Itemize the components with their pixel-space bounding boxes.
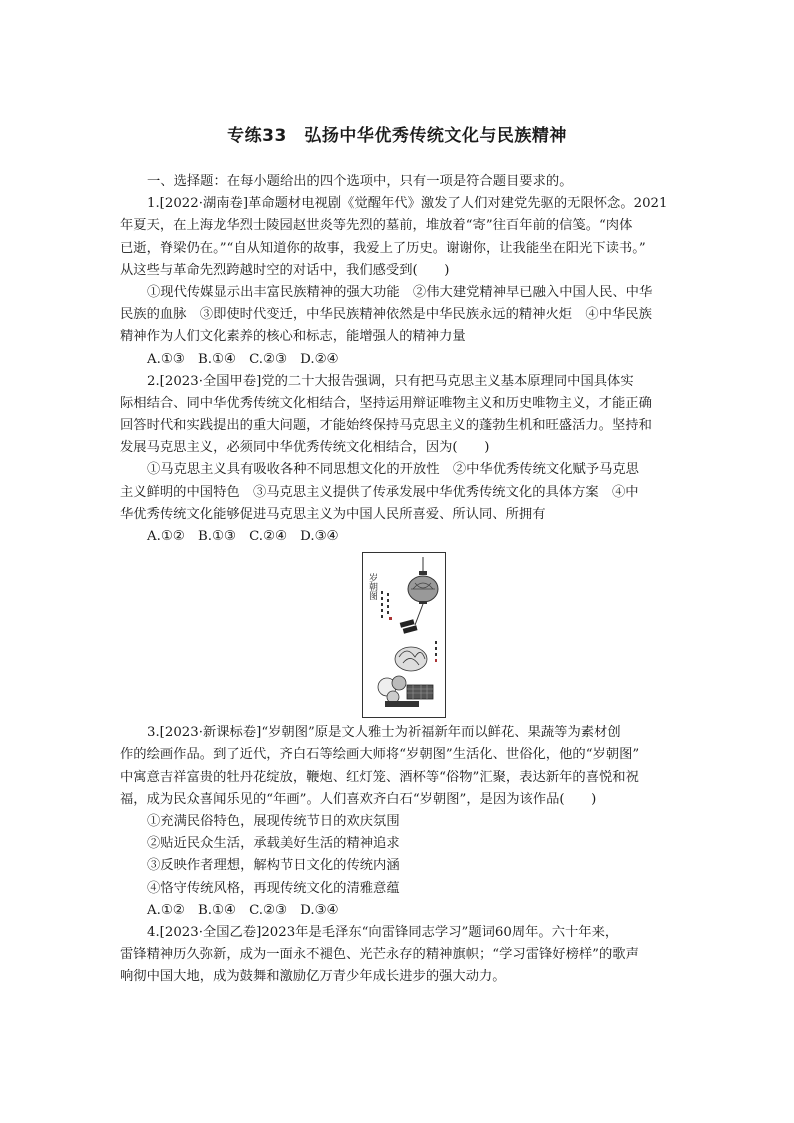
question-4-line: 响彻中国大地，成为鼓舞和激励亿万青少年成长进步的强大动力。 bbox=[120, 969, 506, 985]
question-1-statement: 民族的血脉 ③即使时代变迁，中华民族精神依然是中华民族永远的精神火炬 ④中华民族 bbox=[120, 307, 652, 323]
question-1-line: 从这些与革命先烈跨越时空的对话中，我们感受到( ) bbox=[120, 262, 450, 278]
painting-illustration bbox=[363, 553, 445, 717]
question-4-line: 4.[2023·全国乙卷]2023年是毛泽东“向雷锋同志学习”题词60周年。六十年来， bbox=[147, 924, 619, 940]
firecracker-icon bbox=[400, 619, 418, 633]
inscription-marks bbox=[381, 591, 392, 620]
question-4-line: 雷锋精神历久弥新，成为一面永不褪色、光芒永存的精神旗帜；“学习雷锋好榜样”的歌声 bbox=[120, 947, 639, 963]
cabbage-icon bbox=[395, 647, 427, 671]
figure-container bbox=[120, 548, 676, 722]
question-1-line: 已逝，脊梁仍在。”“自从知道你的故事，我爱上了历史。谢谢你，让我能坐在阳光下读书。” bbox=[120, 240, 646, 256]
question-3-line: 作的绘画作品。到了近代，齐白石等绘画大师将“岁朝图”生活化、世俗化，他的“岁朝图” bbox=[120, 747, 640, 763]
question-3-line: 3.[2023·新课标卷]“岁朝图”原是文人雅士为祈福新年而以鲜花、果蔬等为素材创 bbox=[147, 725, 621, 741]
question-3-line: 福，成为民众喜闻乐见的“年画”。人们喜欢齐白石“岁朝图”，是因为该作品( ) bbox=[120, 791, 597, 807]
question-2 bbox=[120, 371, 676, 549]
question-3-line: 中寓意吉祥富贵的牡丹花绽放，鞭炮、红灯笼、酒杯等“俗物”汇聚，表达新年的喜悦和祝 bbox=[120, 769, 639, 785]
question-2-options: A.①② B.①③ C.②④ D.③④ bbox=[147, 529, 339, 544]
question-2-line: 发展马克思主义，必须同中华优秀传统文化相结合，因为( ) bbox=[120, 440, 490, 456]
question-3 bbox=[120, 722, 676, 922]
question-2-line: 际相结合、同中华优秀传统文化相结合，坚持运用辩证唯物主义和历史唯物主义，才能正确 bbox=[120, 395, 652, 411]
question-2-statement: ①马克思主义具有吸收各种不同思想文化的开放性 ②中华优秀传统文化赋予马克思 bbox=[147, 462, 639, 478]
question-2-line: 2.[2023·全国甲卷]党的二十大报告强调，只有把马克思主义基本原理同中国具体实 bbox=[147, 373, 634, 389]
question-1-line: 1.[2022·湖南卷]革命题材电视剧《觉醒年代》激发了人们对建党先驱的无限怀念。2021 bbox=[147, 196, 668, 212]
question-3-options: A.①② B.①④ C.②③ D.③④ bbox=[147, 902, 339, 918]
side-inscription bbox=[435, 641, 437, 662]
question-2-statement: 主义鲜明的中国特色 ③马克思主义提供了传承发展中华优秀传统文化的具体方案 ④中 bbox=[120, 484, 639, 500]
question-1-statement: 精神作为人们文化素养的核心和标志，能增强人的精神力量 bbox=[120, 329, 466, 345]
question-1 bbox=[120, 193, 676, 371]
section-heading: 一、选择题：在每小题给出的四个选项中，只有一项是符合题目要求的。 bbox=[147, 174, 573, 189]
question-2-line: 回答时代和实践提出的重大问题，才能始终保持马克思主义的蓬勃生机和旺盛活力。坚持和 bbox=[120, 418, 652, 434]
question-3-statement: ①充满民俗特色，展现传统节日的欢庆氛围 bbox=[147, 813, 400, 829]
question-1-options: A.①③ B.①④ C.②③ D.②④ bbox=[147, 351, 339, 367]
question-4 bbox=[120, 922, 676, 989]
question-3-statement: ③反映作者理想，解构节日文化的传统内涵 bbox=[147, 858, 400, 874]
painting-inscription: 岁朝图 bbox=[367, 573, 377, 601]
lantern-cap bbox=[419, 571, 427, 575]
question-3-statement: ④恪守传统风格，再现传统文化的清雅意蕴 bbox=[147, 880, 400, 896]
painting-figure bbox=[362, 552, 446, 718]
document-body bbox=[120, 171, 676, 988]
question-3-statement: ②贴近民众生活，承载美好生活的精神追求 bbox=[147, 836, 400, 852]
question-1-statement: ①现代传媒显示出丰富民族精神的强大功能 ②伟大建党精神早已融入中国人民、中华 bbox=[147, 284, 653, 300]
page-title: 专练33 弘扬中华优秀传统文化与民族精神 bbox=[227, 126, 567, 146]
question-2-statement: 华优秀传统文化能够促进马克思主义为中国人民所喜爱、所认同、所拥有 bbox=[120, 506, 546, 522]
question-1-line: 年夏天，在上海龙华烈士陵园赵世炎等先烈的墓前，堆放着“寄”往百年前的信笺。“肉体 bbox=[120, 218, 633, 234]
fruit-icon bbox=[378, 676, 406, 703]
